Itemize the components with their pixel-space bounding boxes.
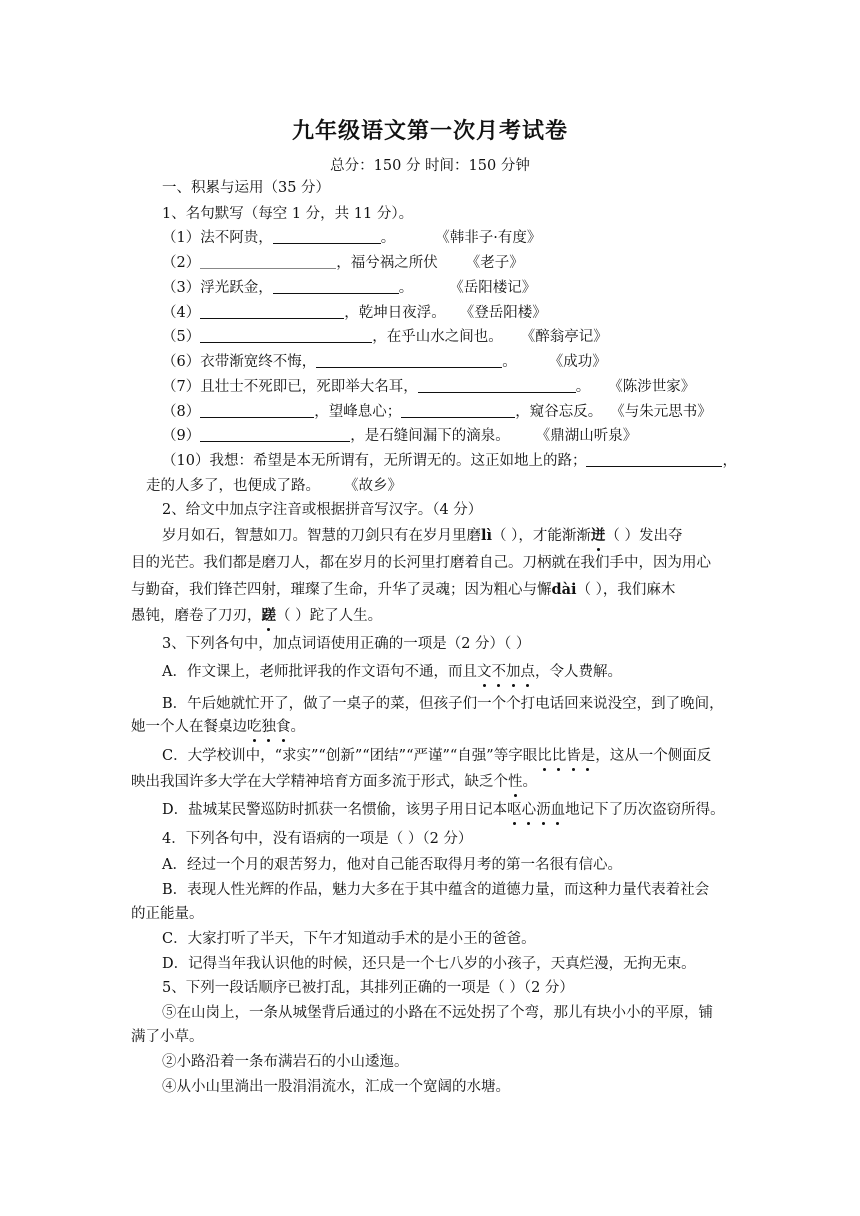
item-text: （7）且壮士不死即已，死即举大名耳，: [162, 379, 418, 395]
option-b: B．午后她就忙开了，做了一桌子的菜，但孩子们一个个打电话回来说没空，到了晚间，: [162, 696, 724, 712]
option-text: 。: [522, 774, 537, 790]
item-text: 。: [575, 379, 591, 395]
exam-info: 总分：150 分 时间：150 分钟: [330, 158, 530, 174]
option-b-continued: [131, 717, 305, 737]
passage-text: 愚钝，磨卷了刀刃，: [131, 608, 262, 624]
item-text: ，乾坤日夜浮。: [344, 305, 446, 321]
item-text: （5）: [162, 329, 201, 345]
passage-line: 目的光芒。我们都是磨刀人，都在岁月的长河里打磨着自己。刀柄就在我们手中，因为用心: [131, 555, 711, 571]
section-heading: 一、积累与运用（35 分）: [162, 180, 331, 196]
dotted-character: 加: [505, 664, 521, 680]
passage-line: [131, 606, 382, 626]
option-d: D．记得当年我认识他的时候，还只是一个七八岁的小孩子，天真烂漫，无拘无束。: [162, 956, 696, 972]
answer-blank[interactable]: [401, 402, 515, 418]
dotted-character: 皆: [566, 748, 581, 764]
item-text: 。: [380, 230, 396, 246]
item-text: （10）我想：希望是本无所谓有，无所谓无的。这正如地上的路；: [162, 453, 587, 469]
answer-blank[interactable]: [418, 377, 576, 393]
passage-text: （ ）跎了人生。: [276, 608, 383, 624]
pinyin-prompt: dài: [551, 581, 577, 598]
source-label: 《韩非子·有度》: [435, 230, 542, 246]
option-text: 地记下了历次盗窃所得。: [565, 802, 725, 818]
item-text: （2）: [162, 255, 201, 271]
q1-item-2: [162, 253, 524, 273]
source-label: 《与朱元思书》: [610, 404, 712, 420]
source-label: 《岳阳楼记》: [449, 280, 537, 296]
page-title: 九年级语文第一次月考试卷: [291, 118, 568, 144]
dotted-phrase: [537, 748, 595, 764]
dotted-character: 血: [550, 802, 566, 818]
dotted-character: 比: [537, 748, 552, 764]
passage-line: [131, 580, 675, 600]
q1-item-8: [162, 402, 712, 422]
q1-item-3: [162, 278, 536, 298]
sentence-5-continued: 满了小草。: [131, 1029, 204, 1045]
answer-blank[interactable]: [200, 402, 314, 418]
passage-line: [162, 526, 683, 546]
q1-item-1: [162, 228, 541, 248]
option-a: A．经过一个月的艰苦努力，他对自己能否取得月考的第一名很有信心。: [162, 857, 622, 873]
source-label: 《故乡》: [344, 478, 402, 494]
question-4-heading: 4．下列各句中，没有语病的一项是（ ）（2 分）: [162, 831, 473, 847]
dotted-character: 食: [276, 719, 291, 735]
option-text: ，令人费解。: [534, 664, 622, 680]
option-text: A．作文课上，老师批评我的作文语句不通，而且: [162, 664, 477, 680]
option-text: 。: [290, 719, 305, 735]
answer-blank[interactable]: [200, 253, 336, 269]
answer-blank[interactable]: [316, 352, 502, 368]
dotted-phrase: [507, 802, 565, 818]
item-text: （6）衣带渐宽终不悔，: [162, 354, 317, 370]
dotted-character: 不: [491, 664, 506, 680]
passage-text: （ ），才能渐渐: [492, 528, 591, 544]
option-d: [162, 800, 725, 820]
dotted-character: 呕: [507, 802, 522, 818]
item-text: ，在乎山水之间也。: [372, 329, 503, 345]
dotted-character: 性: [508, 774, 523, 790]
option-c-continued: [131, 772, 537, 792]
q1-item-10-continued: [146, 476, 402, 496]
item-text: 走的人多了，也便成了路。: [146, 478, 320, 494]
dotted-character: 比: [551, 748, 567, 764]
item-text: （9）: [162, 428, 201, 444]
dotted-phrase: [477, 664, 535, 680]
source-label: 《老子》: [465, 255, 524, 271]
option-text: D．盐城某民警巡防时抓获一名惯偷，该男子用日记本: [162, 802, 508, 818]
question-5-heading: 5、下列一段话顺序已被打乱，其排列正确的一项是（ ）（2 分）: [162, 980, 574, 996]
question-1-heading: 1、名句默写（每空 1 分，共 11 分）。: [162, 206, 414, 222]
answer-blank[interactable]: [200, 426, 350, 442]
item-text: 。: [502, 354, 517, 370]
item-text: （3）浮光跃金，: [162, 280, 273, 296]
option-b: B．表现人性光辉的作品，魅力大多在于其中蕴含的道德力量，而这种力量代表着社会: [162, 882, 710, 898]
sentence-4: ④从小山里淌出一股涓涓流水，汇成一个宽阔的水塘。: [162, 1079, 510, 1095]
item-text: ，是石缝间漏下的滴泉。: [350, 428, 510, 444]
item-text: 。: [398, 280, 414, 296]
sentence-2: ②小路沿着一条布满岩石的小山逶迤。: [162, 1054, 409, 1070]
dotted-character: 文: [476, 664, 492, 680]
answer-blank[interactable]: [273, 228, 381, 244]
dotted-character: 沥: [536, 802, 551, 818]
passage-text: 与勤奋，我们锋芒四射，璀璨了生命，升华了灵魂；因为粗心与懈: [131, 582, 552, 598]
item-text: ，: [722, 453, 737, 469]
dotted-character: 吃: [247, 719, 262, 735]
q1-item-5: [162, 327, 608, 347]
question-2-heading: 2、给文中加点字注音或根据拼音写汉字。（4 分）: [162, 502, 483, 518]
dotted-character: 心: [521, 802, 537, 818]
option-text: 她一个人在餐桌边: [131, 719, 247, 735]
passage-text: 岁月如石，智慧如刀。智慧的刀剑只有在岁月里磨: [162, 528, 481, 544]
dotted-character: 独: [261, 719, 276, 735]
question-3-heading: 3、下列各句中，加点词语使用正确的一项是（2 分）（ ）: [162, 636, 531, 652]
answer-blank[interactable]: [200, 303, 344, 319]
item-text: ，福兮祸之所伏: [336, 255, 438, 271]
dotted-phrase: [247, 719, 291, 735]
item-text: ，窥谷忘反。: [515, 404, 603, 420]
source-label: 《登岳阳楼》: [459, 305, 547, 321]
answer-blank[interactable]: [200, 327, 372, 343]
pinyin-prompt: lì: [481, 527, 493, 544]
source-label: 《鼎湖山听泉》: [535, 428, 638, 444]
answer-blank[interactable]: [586, 451, 722, 467]
item-text: ，望峰息心；: [314, 404, 402, 420]
dotted-phrase: [508, 774, 523, 790]
dotted-character: 是: [580, 748, 596, 764]
option-text: C．大学校训中，“求实”“创新”“团结”“严谨”“自强”等字眼: [162, 748, 538, 764]
q1-item-10: [162, 451, 737, 471]
item-text: （1）法不阿贵，: [162, 230, 273, 246]
option-text: 映出我国许多大学在大学精神培育方面多流于形式，缺乏个: [131, 774, 508, 790]
q1-item-7: [162, 377, 695, 397]
source-label: 《陈涉世家》: [608, 379, 696, 395]
passage-text: （ ），我们麻木: [576, 582, 676, 598]
option-text: ，这从一个侧面反: [595, 748, 712, 764]
source-label: 《醉翁亭记》: [520, 329, 608, 345]
answer-blank[interactable]: [273, 278, 399, 294]
item-text: （4）: [162, 305, 201, 321]
dotted-character: 蹉: [261, 607, 276, 624]
source-label: 《成功》: [548, 354, 607, 370]
passage-text: （ ）发出夺: [605, 528, 683, 544]
item-text: （8）: [162, 404, 201, 420]
q1-item-6: [162, 352, 607, 372]
q1-item-9: [162, 426, 637, 446]
sentence-5: ⑤在山岗上，一条从城堡背后通过的小路在不远处拐了个弯，那儿有块小小的平原，铺: [162, 1005, 713, 1021]
dotted-character: 迸: [590, 527, 606, 544]
dotted-character: 点: [520, 664, 535, 680]
q1-item-4: [162, 303, 547, 323]
option-b-continued: 的正能量。: [131, 906, 204, 922]
option-c: [162, 746, 711, 766]
option-c: C．大家打听了半天，下午才知道动手术的是小王的爸爸。: [162, 931, 536, 947]
option-a: [162, 662, 622, 682]
